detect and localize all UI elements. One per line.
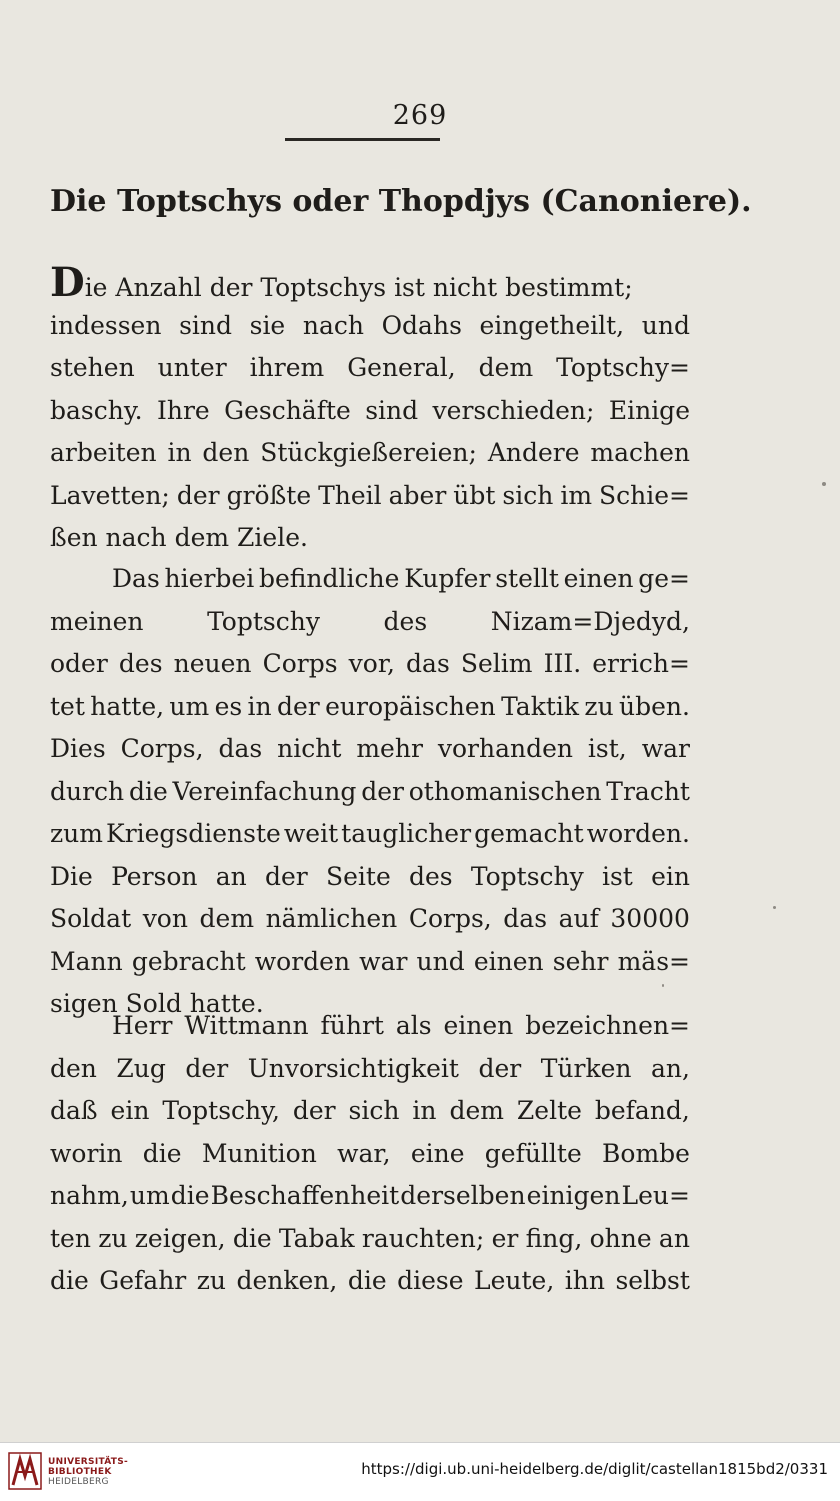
text-line: ßen nach dem Ziele. (50, 523, 308, 552)
university-logo-icon (8, 1452, 42, 1490)
text-line: tet hatte, um es in der europäischen Taktik zu üben. (50, 691, 690, 721)
text-line: Lavetten; der größte Theil aber übt sich im Schie= (50, 480, 690, 510)
text-line: Mann gebracht worden war und einen sehr mäs= (50, 946, 690, 976)
library-name (48, 1457, 128, 1487)
text-line: den Zug der Unvorsichtigkeit der Türken an, (50, 1053, 690, 1083)
text-line: Das hierbei befindliche Kupfer stellt einen ge= (112, 564, 690, 593)
text-line: Soldat von dem nämlichen Corps, das auf 30000 (50, 904, 690, 933)
paper-speck (822, 482, 826, 486)
paper-speck (662, 984, 664, 987)
text-line: nahm, um die Beschaffenheit derselben einigen Leu= (50, 1181, 690, 1210)
logo-line-2: BIBLIOTHEK (48, 1467, 112, 1477)
chapter-heading: Die Toptschys oder Thopdjys (Canoniere). (50, 184, 752, 219)
paragraph-1 (50, 259, 690, 560)
paragraph-3 (50, 1005, 690, 1303)
text-line: stehen unter ihrem General, dem Toptschy= (50, 353, 690, 382)
text-line: die Gefahr zu denken, die diese Leute, ihn selbst (50, 1266, 690, 1295)
text-line: worin die Munition war, eine gefüllte Bombe (50, 1138, 690, 1168)
paragraph-2 (50, 558, 690, 1026)
text-line: Dies Corps, das nicht mehr vorhanden ist, war (50, 734, 690, 763)
text-line: daß ein Toptschy, der sich in dem Zelte befand, (50, 1096, 690, 1125)
text-line: indessen sind sie nach Odahs eingetheilt, und (50, 310, 690, 340)
text-line: oder des neuen Corps vor, das Selim III. errich= (50, 649, 690, 678)
text-line: arbeiten in den Stückgießereien; Andere machen (50, 438, 690, 467)
text-line: baschy. Ihre Geschäfte sind verschieden; Einige (50, 395, 690, 425)
drop-cap: D (50, 259, 85, 306)
text-line: Die Person an der Seite des Toptschy ist ein (50, 861, 690, 891)
paper-speck (773, 906, 776, 909)
text-line (50, 259, 690, 306)
line-text: ie Anzahl der Toptschys ist nicht bestimmt; (84, 273, 633, 302)
text-line: durch die Vereinfachung der othomanischen Tracht (50, 776, 690, 806)
permalink-url[interactable]: https://digi.ub.uni-heidelberg.de/diglit/castellan1815bd2/0331 (361, 1460, 828, 1478)
text-line: zum Kriegsdienste weit tauglicher gemacht worden. (50, 819, 690, 848)
page-number-rule (285, 138, 440, 141)
text-line: sigen Sold hatte. (50, 989, 264, 1018)
logo-line-1: UNIVERSITÄTS- (48, 1457, 129, 1467)
page-number: 269 (392, 100, 448, 131)
viewer-footer (0, 1442, 840, 1501)
logo-line-3: HEIDELBERG (48, 1477, 109, 1487)
text-line: Herr Wittmann führt als einen bezeichnen= (112, 1011, 690, 1040)
text-line: meinen Toptschy des Nizam=Djedyd, (50, 606, 690, 636)
text-line: ten zu zeigen, die Tabak rauchten; er fing, ohne an (50, 1223, 690, 1253)
